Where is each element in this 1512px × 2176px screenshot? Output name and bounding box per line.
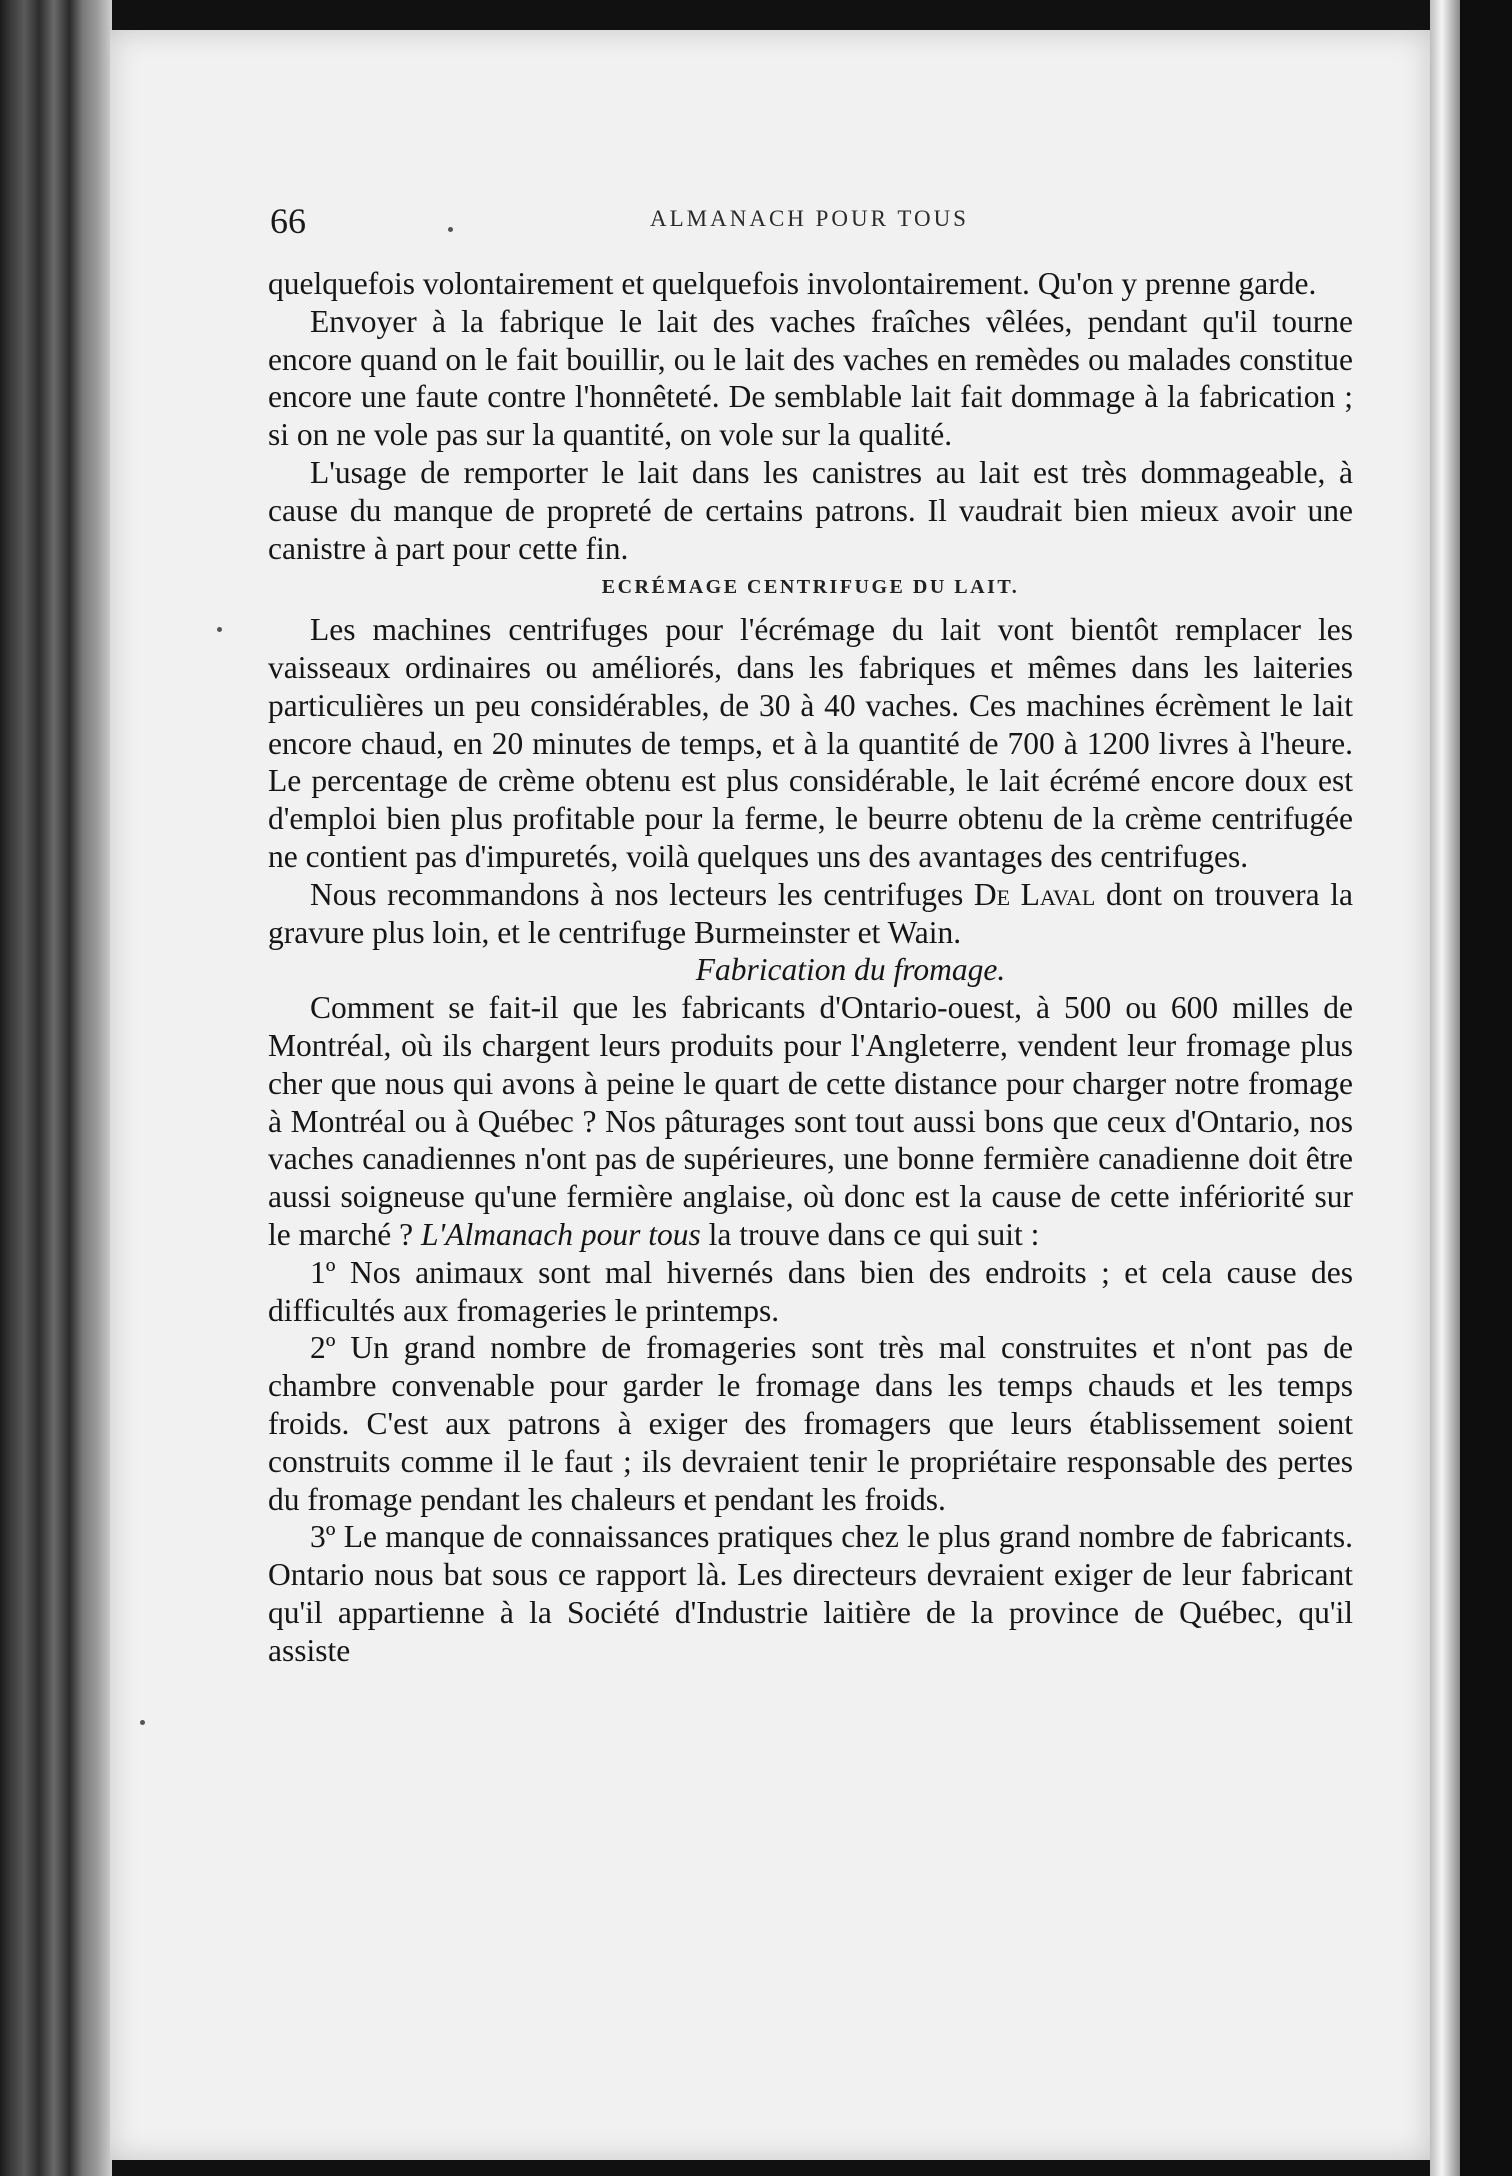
paragraph <box>268 989 1353 1254</box>
paragraph: quelquefois volontairement et quelquefois involontairement. Qu'on y prenne garde. <box>268 266 1317 301</box>
paragraph-text: Comment se fait-il que les fabricants d'Ontario-ouest, à 500 ou 600 milles de Montréal, où ils chargent leurs produits pour l'Angleterre, vendent leur fromage plus cher que nous qui avons à peine le quart de cette distance pour charger notre fromage à Montréal ou à Québec ? Nos pâturages sont tout aussi bons que ceux d'Ontario, nos vaches canadiennes n'ont pas de supérieures, une bonne fermière canadienne doit être aussi soigneuse qu'une fermière anglaise, où donc est la cause de cette infériorité sur le marché ? <box>268 990 1353 1252</box>
paragraph <box>268 876 1353 952</box>
brand-name: De Laval <box>973 876 1096 912</box>
section-subheading: Fabrication du fromage. <box>695 952 1006 988</box>
book-spine <box>0 0 112 2176</box>
page-header <box>270 200 1350 240</box>
body-text <box>268 265 1353 1669</box>
scan-background <box>1460 0 1512 2176</box>
paragraph-text: dont on trouvera la gravure plus loin, et le centrifuge Burmeinster et Wain. <box>268 876 1353 950</box>
running-title: ALMANACH POUR TOUS <box>650 206 969 231</box>
list-item: 3º Le manque de connaissances pratiques chez le plus grand nombre de fabricants. Ontario nous bat sous ce rapport là. Les directeurs devraient exiger de leur fabricant qu'il appartienne à la Société d'Industrie laitière de la province de Québec, qu'il assiste <box>268 1519 1353 1668</box>
list-item: 1º Nos animaux sont mal hivernés dans bien des endroits ; et cela cause des difficultés aux fromageries le printemps. <box>268 1254 1353 1328</box>
list-item: 2º Un grand nombre de fromageries sont très mal construites et n'ont pas de chambre convenable pour garder le fromage dans les temps chauds et les temps froids. C'est aux patrons à exiger des fromagers que leurs établissement soient construits comme il le faut ; ils devraient tenir le propriétaire responsable des pertes du fromage pendant les chaleurs et pendant les froids. <box>268 1330 1353 1517</box>
page-edge <box>1430 0 1460 2176</box>
paragraph: Les machines centrifuges pour l'écrémage du lait vont bientôt remplacer les vaisseaux ordinaires ou améliorés, dans les fabriques et mêmes dans les laiteries particulières un peu considérables, de 30 à 40 vaches. Ces machines écrèment le lait encore chaud, en 20 minutes de temps, et à la quantité de 700 à 1200 livres à l'heure. Le percentage de crème obtenu est plus considérable, le lait écrémé encore doux est d'emploi bien plus profitable pour la ferme, le beurre obtenu de la crème centrifugée ne contient pas d'impuretés, voilà quelques uns des avantages des centrifuges. <box>268 612 1353 874</box>
publication-title: L'Almanach pour tous <box>421 1216 701 1252</box>
section-heading: ECRÉMAGE CENTRIFUGE DU LAIT. <box>601 576 1020 599</box>
paragraph: L'usage de remporter le lait dans les canistres au lait est très dommageable, à cause du manque de propreté de certains patrons. Il vaudrait bien mieux avoir une canistre à part pour cette fin. <box>268 454 1353 566</box>
speck <box>217 627 222 632</box>
paragraph-text: Nous recommandons à nos lecteurs les centrifuges <box>310 876 974 912</box>
paragraph-text: la trouve dans ce qui suit : <box>700 1216 1040 1252</box>
page-number: 66 <box>270 201 306 241</box>
speck <box>140 1720 145 1725</box>
paragraph: Envoyer à la fabrique le lait des vaches fraîches vêlées, pendant qu'il tourne encore quand on le fait bouillir, ou le lait des vaches en remèdes ou malades constitue encore une faute contre l'honnêteté. De semblable lait fait dommage à la fabrication ; si on ne vole pas sur la quantité, on vole sur la qualité. <box>268 303 1353 453</box>
